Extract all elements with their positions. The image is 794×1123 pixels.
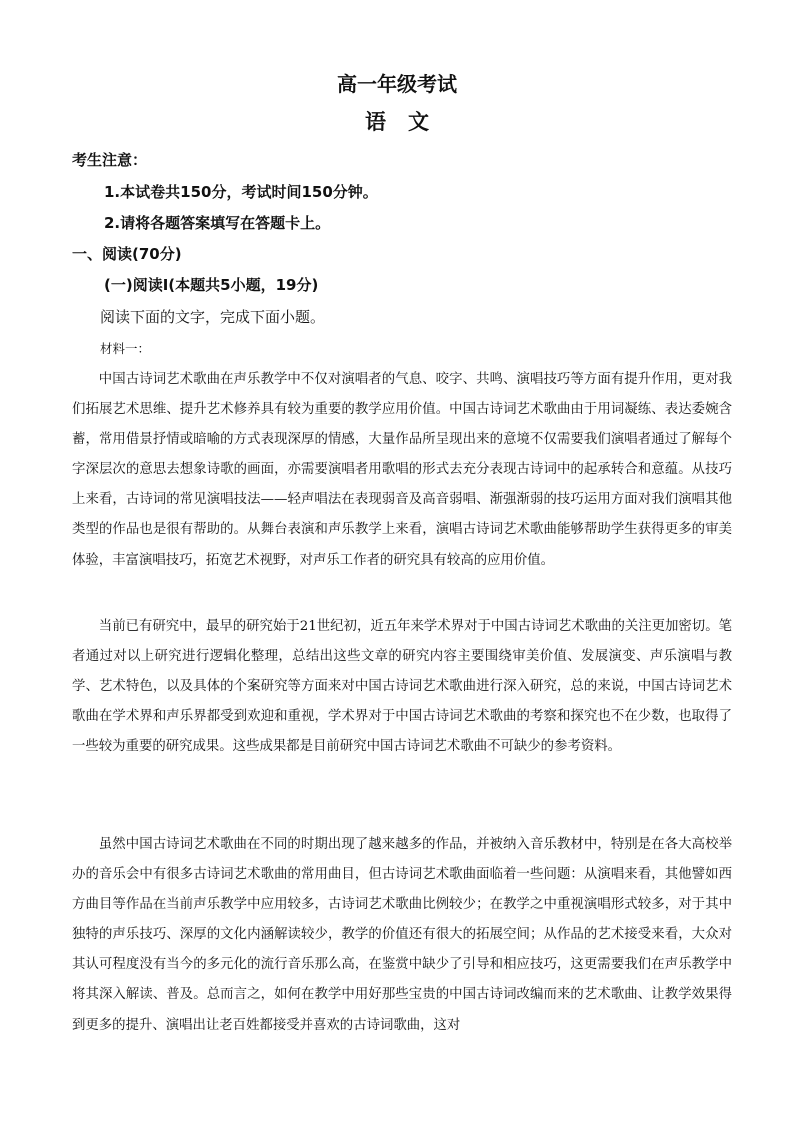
subject-title: 语文	[365, 110, 451, 134]
paragraph-3: 虽然中国古诗词艺术歌曲在不同的时期出现了越来越多的作品，并被纳入音乐教材中，特别是在各大高校举办的音乐会中有很多古诗词艺术歌曲的常用曲目，但古诗词艺术歌曲面临着一些问题：从演唱来看，其他譬如西方曲目等作品在当前声乐教学中应用较多，古诗词艺术歌曲比例较少；在教学之中重视演唱形式较多，对于其中独特的声乐技巧、深厚的文化内涵解读较少，教学的价值还有很大的拓展空间；从作品的艺术接受来看，大众对其认可程度没有当今的多元化的流行音乐那么高，在鉴赏中缺少了引导和相应技巧，这更需要我们在声乐教学中将其深入解读、普及。总而言之，如何在教学中用好那些宝贵的中国古诗词改编而来的艺术歌曲、让教学效果得到更多的提升、演唱出让老百姓都接受并喜欢的古诗词歌曲，这对	[72, 837, 732, 1033]
paragraph-2: 当前已有研究中，最早的研究始于21世纪初，近五年来学术界对于中国古诗词艺术歌曲的关注更加密切。笔者通过对以上研究进行逻辑化整理，总结出这些文章的研究内容主要围绕审美价值、发展演变、声乐演唱与教学、艺术特色，以及具体的个案研究等方面来对中国古诗词艺术歌曲进行深入研究，总的来说，中国古诗词艺术歌曲在学术界和声乐界都受到欢迎和重视，学术界对于中国古诗词艺术歌曲的考察和探究也不在少数，也取得了一些较为重要的研究成果。这些成果都是目前研究中国古诗词艺术歌曲不可缺少的参考资料。	[72, 619, 732, 755]
notice-item-2: 2.请将各题答案填写在答题卡上。	[104, 214, 331, 232]
section-heading: 一、阅读(70分)	[72, 245, 182, 263]
notice-item-1: 1.本试卷共150分，考试时间150分钟。	[104, 183, 378, 201]
reading-instruction: 阅读下面的文字，完成下面小题。	[100, 308, 326, 326]
section-subheading: (一)阅读Ⅰ(本题共5小题，19分)	[104, 276, 319, 294]
material-label: 材料一：	[100, 341, 151, 356]
notice-heading: 考生注意：	[72, 151, 148, 169]
paragraph-1: 中国古诗词艺术歌曲在声乐教学中不仅对演唱者的气息、咬字、共鸣、演唱技巧等方面有提升作用，更对我们拓展艺术思维、提升艺术修养具有较为重要的教学应用价值。中国古诗词艺术歌曲由于用词凝练、表达委婉含蓄，常用借景抒情或暗喻的方式表现深厚的情感，大量作品所呈现出来的意境不仅需要我们演唱者通过了解每个字深层次的意思去想象诗歌的画面，亦需要演唱者用歌唱的形式去充分表现古诗词中的起承转合和意蕴。从技巧上来看，古诗词的常见演唱技法——轻声唱法在表现弱音及高音弱唱、渐强渐弱的技巧运用方面对我们演唱其他类型的作品也是很有帮助的。从舞台表演和声乐教学上来看，演唱古诗词艺术歌曲能够帮助学生获得更多的审美体验，丰富演唱技巧，拓宽艺术视野，对声乐工作者的研究具有较高的应用价值。	[72, 372, 732, 568]
exam-title: 高一年级考试	[337, 72, 457, 96]
